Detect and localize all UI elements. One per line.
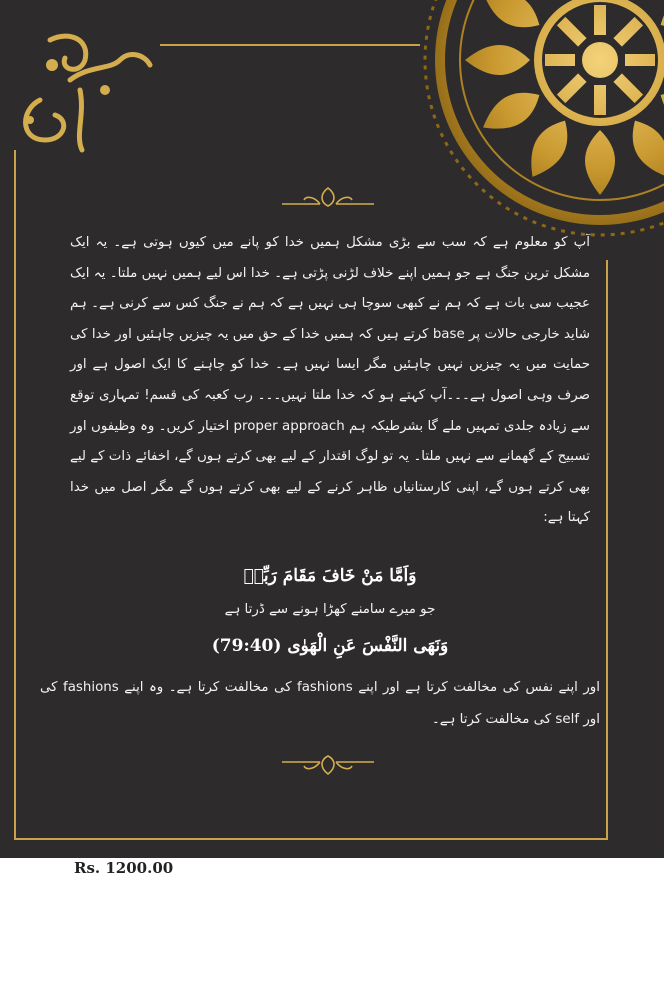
corner-flourish-ornament (10, 20, 160, 160)
verse-translation-1: جو میرے سامنے کھڑا ہونے سے ڈرتا ہے (224, 602, 436, 617)
quran-verse-1: وَاَمَّا مَنْ خَافَ مَقَامَ رَبِّهٖ (243, 566, 417, 586)
frame-right-line (606, 260, 608, 840)
closing-paragraph: اور اپنے نفس کی مخالفت کرتا ہے اور اپنے fashions کی مخالفت کرتا ہے۔ وہ اپنے fashions کی اور self کی مخالفت کرتا ہے۔ (40, 680, 600, 727)
frame-bottom-line (14, 838, 608, 840)
mandala-ornament (420, 0, 664, 240)
body-paragraph: آپ کو معلوم ہے کہ سب سے بڑی مشکل ہمیں خدا کو پانے میں کیوں ہوتی ہے۔ یہ ایک مشکل ترین جنگ ہے جو ہمیں اپنے خلاف لڑنی پڑتی ہے۔ خدا اس لیے ہمیں نہیں ملتا۔ یہ ایک عجیب سی بات ہے کہ ہم نے کبھی سوچا ہی نہیں ہے کہ ہم نے جنگ کس سے کرنی ہے۔ ہم شاید خارجی حالات پر base کرتے ہیں کہ ہمیں خدا کے حق میں یہ چیزیں چاہئیں اور خدا کی حمایت میں یہ چیزیں نہیں چاہئیں مگر ایسا نہیں ہے۔ خدا کو چاہنے کا ایک اصول ہے اور صرف وہی اصول ہے۔۔۔آپ کہتے ہو کہ خدا ملتا نہیں۔۔۔ رب کعبہ کی قسم! تمہاری توقع سے زیادہ جلدی تمہیں ملے گا بشرطیکہ ہم proper approach اختیار کریں۔ وہ وظیفوں اور تسبیح کے گھمانے سے نہیں ملتا۔ یہ تو لوگ اقتدار کے لیے بھی کرتے ہوں گے، اخفائے ذات کے لیے بھی کرتے ہوں گے، اپنی کارستانیاں ظاہر کرنے کے لیے بھی کرتے ہوں گے مگر اصل میں خدا کہتا ہے: (70, 235, 591, 526)
price-label: Rs. 1200.00 (74, 859, 174, 877)
quran-verse-2: وَنَهَى النَّفْسَ عَنِ الْهَوٰى (79:40) (211, 636, 449, 656)
bottom-divider-ornament (280, 752, 376, 776)
top-divider-ornament (280, 186, 376, 210)
price-separator-rule (0, 855, 664, 858)
frame-top-line (160, 44, 420, 46)
frame-left-line (14, 150, 16, 840)
